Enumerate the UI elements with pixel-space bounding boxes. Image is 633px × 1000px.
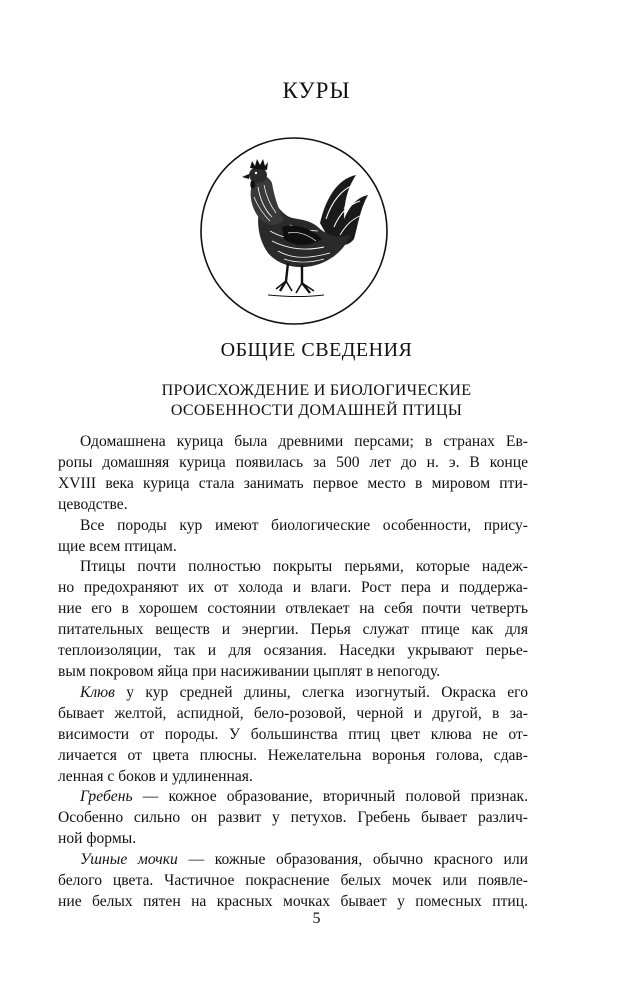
body-text — [58, 432, 528, 913]
text-line: висимости от породы. У большинства птиц цвет клюва не от- — [58, 725, 528, 743]
text-line: бывает желтой, аспидной, бело-розовой, черной и другой, в за- — [58, 704, 528, 722]
text-line: ленная с боков и удлиненная. — [58, 767, 253, 785]
text-line: ной формы. — [58, 830, 137, 848]
subsection-title-line: ОСОБЕННОСТИ ДОМАШНЕЙ ПТИЦЫ — [170, 402, 463, 419]
text-line — [58, 683, 528, 704]
section-title: ОБЩИЕ СВЕДЕНИЯ — [220, 339, 413, 361]
subsection-title-line: ПРОИСХОЖДЕНИЕ И БИОЛОГИЧЕСКИЕ — [161, 382, 472, 399]
term-earlobes: Ушные мочки — [80, 851, 178, 869]
text-line: Особенно сильно он развит у петухов. Гребень бывает различ- — [58, 809, 528, 827]
text-line: ропы домашняя курица появилась за 500 лет до н. э. В конце — [58, 453, 528, 471]
text-line — [58, 787, 528, 808]
paragraph-comb — [58, 787, 528, 850]
text-line: вым покровом яйца при насиживании цыплят в непогоду. — [58, 662, 441, 680]
text-line: щие всем птицам. — [58, 537, 177, 555]
paragraph-earlobes — [58, 850, 528, 913]
text-line: ние белых пятен на красных мочках бывает у помесных птиц. — [58, 892, 528, 910]
paragraph-feathers — [58, 557, 528, 682]
text-line — [58, 850, 528, 871]
paragraph-origin — [58, 432, 528, 516]
text-line: Все породы кур имеют биологические особенности, прису- — [80, 516, 528, 534]
text-line: теплоизоляции, так и для осязания. Наседки укрывают перье- — [58, 642, 528, 660]
text-fragment: у кур средней длины, слегка изогнутый. Окраска его — [114, 683, 528, 701]
rooster-engraving-icon — [198, 135, 390, 327]
page-number: 5 — [312, 910, 321, 927]
text-line: но предохраняют их от холода и влаги. Рост пера и поддержа- — [58, 579, 528, 597]
text-line: личается от цвета плюсны. Нежелательна воронья голова, сдав- — [58, 746, 528, 764]
text-line: XVIII века курица стала занимать первое место в мировом пти- — [58, 474, 528, 492]
subsection-title — [0, 381, 633, 421]
term-beak: Клюв — [80, 683, 115, 701]
text-fragment: — кожное образование, вторичный половой признак. — [132, 788, 528, 806]
text-line: питательных веществ и энергии. Перья служат птице как для — [58, 621, 528, 639]
text-line: цеводстве. — [58, 495, 128, 513]
text-line: белого цвета. Частичное покраснение белых мочек или появле- — [58, 872, 528, 890]
paragraph-features — [58, 516, 528, 558]
text-line: Птицы почти полностью покрыты перьями, которые надеж- — [80, 558, 528, 576]
text-fragment: — кожные образования, обычно красного или — [177, 851, 528, 869]
paragraph-beak — [58, 683, 528, 788]
chapter-title: КУРЫ — [282, 78, 351, 103]
text-line: ние его в хорошем состоянии отвлекает на себя почти четверть — [58, 600, 528, 618]
term-comb: Гребень — [80, 788, 133, 806]
text-line: Одомашнена курица была древними персами; в странах Ев- — [80, 433, 528, 450]
